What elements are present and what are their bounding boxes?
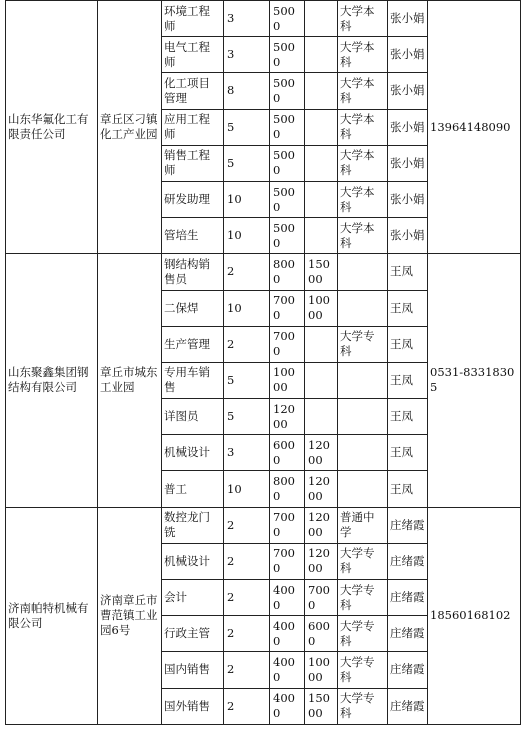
salary-min: 7000 (270, 290, 305, 326)
headcount: 10 (224, 218, 270, 254)
table-row (6, 254, 521, 290)
education (338, 399, 388, 435)
education (338, 435, 388, 471)
headcount: 10 (224, 471, 270, 507)
education (338, 471, 388, 507)
salary-max (305, 399, 338, 435)
job-title: 生产管理 (162, 326, 224, 362)
job-table-body (6, 1, 521, 725)
headcount: 3 (224, 435, 270, 471)
headcount: 2 (224, 326, 270, 362)
contact-person: 王凤 (388, 471, 428, 507)
headcount: 8 (224, 73, 270, 109)
company-location: 济南章丘市曹范镇工业园6号 (98, 507, 162, 724)
job-title: 行政主管 (162, 616, 224, 652)
salary-min: 5000 (270, 109, 305, 145)
job-title: 详图员 (162, 399, 224, 435)
contact-person: 庄绪霞 (388, 688, 428, 724)
salary-max: 7000 (305, 580, 338, 616)
job-title: 管培生 (162, 218, 224, 254)
contact-person: 张小娟 (388, 145, 428, 181)
salary-min: 5000 (270, 218, 305, 254)
salary-min: 10000 (270, 362, 305, 398)
headcount: 2 (224, 652, 270, 688)
salary-min: 4000 (270, 688, 305, 724)
salary-max: 10000 (305, 290, 338, 326)
company-name: 济南帕特机械有限公司 (6, 507, 98, 724)
salary-min: 5000 (270, 1, 305, 37)
salary-max: 12000 (305, 543, 338, 579)
salary-max: 15000 (305, 254, 338, 290)
salary-min: 5000 (270, 145, 305, 181)
headcount: 5 (224, 362, 270, 398)
contact-person: 庄绪霞 (388, 616, 428, 652)
salary-max: 12000 (305, 471, 338, 507)
salary-max (305, 37, 338, 73)
education: 大学本科 (338, 218, 388, 254)
headcount: 3 (224, 37, 270, 73)
salary-min: 6000 (270, 435, 305, 471)
contact-person: 王凤 (388, 362, 428, 398)
salary-max: 12000 (305, 435, 338, 471)
education: 大学本科 (338, 73, 388, 109)
company-name: 山东华氟化工有限责任公司 (6, 1, 98, 254)
education: 大学专科 (338, 616, 388, 652)
job-title: 国内销售 (162, 652, 224, 688)
job-title: 电气工程师 (162, 37, 224, 73)
salary-max (305, 1, 338, 37)
education: 大学本科 (338, 109, 388, 145)
job-title: 国外销售 (162, 688, 224, 724)
job-title: 化工项目管理 (162, 73, 224, 109)
salary-min: 8000 (270, 471, 305, 507)
headcount: 5 (224, 145, 270, 181)
education: 大学本科 (338, 145, 388, 181)
company-name: 山东聚鑫集团钢结构有限公司 (6, 254, 98, 507)
education: 大学专科 (338, 326, 388, 362)
table-row (6, 507, 521, 543)
education: 大学专科 (338, 652, 388, 688)
headcount: 10 (224, 290, 270, 326)
salary-min: 7000 (270, 326, 305, 362)
salary-max (305, 362, 338, 398)
salary-max: 10000 (305, 652, 338, 688)
contact-person: 王凤 (388, 326, 428, 362)
salary-max (305, 145, 338, 181)
contact-person: 庄绪霞 (388, 543, 428, 579)
headcount: 2 (224, 580, 270, 616)
job-title: 机械设计 (162, 435, 224, 471)
salary-min: 4000 (270, 580, 305, 616)
job-title: 研发助理 (162, 181, 224, 217)
job-title: 钢结构销售员 (162, 254, 224, 290)
company-location: 章丘市城东工业园 (98, 254, 162, 507)
headcount: 10 (224, 181, 270, 217)
salary-min: 5000 (270, 181, 305, 217)
salary-max: 6000 (305, 616, 338, 652)
contact-phone: 0531-83318305 (428, 254, 521, 507)
salary-max: 15000 (305, 688, 338, 724)
headcount: 2 (224, 616, 270, 652)
education: 大学本科 (338, 181, 388, 217)
education (338, 290, 388, 326)
salary-max (305, 218, 338, 254)
contact-person: 王凤 (388, 435, 428, 471)
salary-min: 7000 (270, 543, 305, 579)
headcount: 2 (224, 507, 270, 543)
headcount: 3 (224, 1, 270, 37)
company-location: 章丘区刁镇化工产业园 (98, 1, 162, 254)
contact-person: 王凤 (388, 399, 428, 435)
education (338, 254, 388, 290)
education (338, 362, 388, 398)
headcount: 2 (224, 254, 270, 290)
education: 大学本科 (338, 37, 388, 73)
contact-person: 王凤 (388, 290, 428, 326)
salary-min: 5000 (270, 73, 305, 109)
contact-person: 张小娟 (388, 218, 428, 254)
contact-person: 庄绪霞 (388, 580, 428, 616)
job-title: 二保焊 (162, 290, 224, 326)
job-title: 环境工程师 (162, 1, 224, 37)
salary-min: 5000 (270, 37, 305, 73)
education: 大学专科 (338, 688, 388, 724)
salary-min: 4000 (270, 616, 305, 652)
salary-max (305, 326, 338, 362)
contact-person: 张小娟 (388, 73, 428, 109)
contact-person: 张小娟 (388, 181, 428, 217)
salary-max (305, 181, 338, 217)
salary-max (305, 73, 338, 109)
contact-person: 张小娟 (388, 1, 428, 37)
contact-person: 王凤 (388, 254, 428, 290)
salary-min: 4000 (270, 652, 305, 688)
headcount: 5 (224, 399, 270, 435)
contact-person: 庄绪霞 (388, 507, 428, 543)
contact-person: 庄绪霞 (388, 652, 428, 688)
headcount: 2 (224, 543, 270, 579)
job-title: 普工 (162, 471, 224, 507)
job-table (5, 0, 521, 725)
contact-person: 张小娟 (388, 37, 428, 73)
headcount: 2 (224, 688, 270, 724)
education: 大学本科 (338, 1, 388, 37)
contact-person: 张小娟 (388, 109, 428, 145)
table-row (6, 1, 521, 37)
contact-phone: 18560168102 (428, 507, 521, 724)
salary-min: 12000 (270, 399, 305, 435)
contact-phone: 13964148090 (428, 1, 521, 254)
salary-min: 8000 (270, 254, 305, 290)
salary-max (305, 109, 338, 145)
job-title: 应用工程师 (162, 109, 224, 145)
job-listing-sheet (5, 0, 520, 724)
job-title: 数控龙门铣 (162, 507, 224, 543)
job-title: 机械设计 (162, 543, 224, 579)
job-title: 专用车销售 (162, 362, 224, 398)
salary-min: 7000 (270, 507, 305, 543)
headcount: 5 (224, 109, 270, 145)
job-title: 会计 (162, 580, 224, 616)
education: 大学专科 (338, 580, 388, 616)
salary-max: 12000 (305, 507, 338, 543)
job-title: 销售工程师 (162, 145, 224, 181)
education: 普通中学 (338, 507, 388, 543)
education: 大学专科 (338, 543, 388, 579)
